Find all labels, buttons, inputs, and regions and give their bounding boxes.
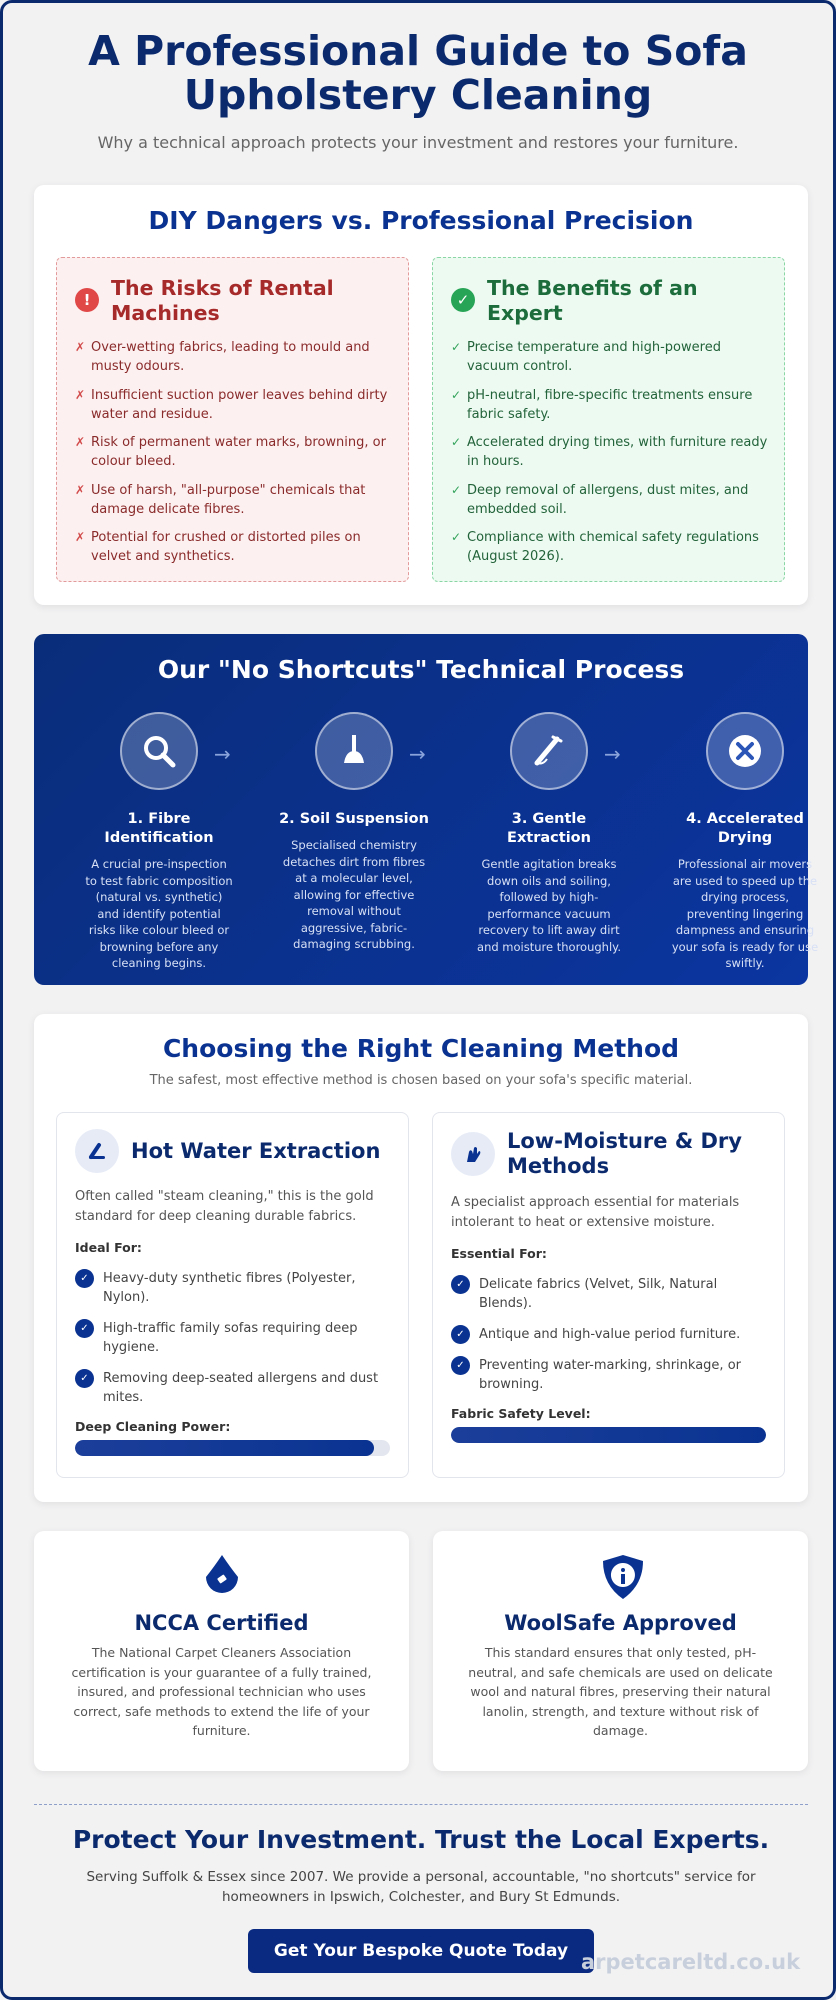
water-drop-icon	[200, 1553, 244, 1597]
benefits-box	[432, 257, 785, 582]
step-text: Professional air movers are used to speed up the drying process, preventing lingering dampness and ensuring your sofa is ready for use swiftly.	[671, 857, 819, 970]
ncca-title: NCCA Certified	[134, 1611, 309, 1635]
list-item: ✓ Antique and high-value period furniture.	[451, 1325, 766, 1344]
low-moisture-desc: A specialist approach essential for materials intolerant to heat or extensive moisture.	[451, 1195, 740, 1230]
ncca-card	[34, 1531, 409, 1771]
step-title: 3. Gentle Extraction	[507, 811, 591, 846]
process-step	[474, 712, 624, 955]
list-item: ✓ Preventing water-marking, shrinkage, or browning.	[451, 1356, 766, 1394]
hand-icon	[451, 1132, 495, 1176]
extraction-wand-icon	[75, 1129, 119, 1173]
check-icon: ✓	[451, 482, 462, 497]
risks-box	[56, 257, 409, 582]
check-icon: ✓	[75, 1369, 94, 1388]
hot-water-desc: Often called "steam cleaning," this is the gold standard for deep cleaning durable fabrics.	[75, 1189, 374, 1224]
cleaning-power-bar	[75, 1440, 390, 1456]
process-section	[34, 634, 819, 985]
risk-item: ✗ Over-wetting fabrics, leading to mould and musty odours.	[75, 340, 370, 374]
list-item: ✓ High-traffic family sofas requiring deep hygiene.	[75, 1319, 390, 1357]
list-item: ✓ Removing deep-seated allergens and dust mites.	[75, 1369, 390, 1407]
woolsafe-card	[433, 1531, 808, 1771]
page-subtitle: Why a technical approach protects your investment and restores your furniture.	[97, 133, 739, 152]
website-watermark: arpetcareltd.co.uk	[581, 1950, 801, 1974]
footer-title: Protect Your Investment. Trust the Local Experts.	[72, 1825, 770, 1854]
step-title: 1. Fibre Identification	[104, 811, 214, 846]
page-title: A Professional Guide to Sofa Upholstery Cleaning	[88, 27, 748, 119]
safety-level-label: Fabric Safety Level:	[451, 1406, 591, 1421]
methods-title: Choosing the Right Cleaning Method	[162, 1034, 680, 1063]
check-circle-icon: ✓	[451, 288, 475, 312]
brush-icon	[315, 712, 393, 790]
risk-item: ✗ Risk of permanent water marks, browning, or colour bleed.	[75, 435, 386, 469]
benefit-item: ✓ Compliance with chemical safety regulations (August 2026).	[451, 530, 759, 564]
arrow-icon: →	[604, 742, 621, 766]
risk-item: ✗ Insufficient suction power leaves behind dirty water and residue.	[75, 387, 388, 422]
process-step	[670, 712, 820, 972]
cross-icon: ✗	[75, 387, 86, 402]
step-title: 4. Accelerated Drying	[686, 811, 804, 846]
benefit-item: ✓ Precise temperature and high-powered vacuum control.	[451, 340, 721, 374]
step-text: A crucial pre-inspection to test fabric composition (natural vs. synthetic) and identify potential risks like colour bleed or browning before any cleaning begins.	[85, 857, 233, 970]
check-icon: ✓	[451, 1356, 470, 1375]
step-text: Gentle agitation breaks down oils and soiling, followed by high-performance vacuum recovery to lift away dirt and moisture thoroughly.	[477, 857, 621, 954]
check-icon: ✓	[451, 340, 462, 354]
list-item: ✓ Delicate fabrics (Velvet, Silk, Natural Blends).	[451, 1275, 766, 1313]
cross-icon: ✗	[75, 530, 86, 544]
footer-text: Serving Suffolk & Essex since 2007. We provide a personal, accountable, "no shortcuts" service for homeowners in Ipswich, Colchester, and Bury St Edmunds.	[86, 1869, 756, 1905]
safety-level-bar	[451, 1427, 766, 1443]
cross-icon: ✗	[75, 482, 86, 497]
get-quote-button[interactable]: Get Your Bespoke Quote Today	[248, 1929, 594, 1973]
benefit-item: ✓ pH-neutral, fibre-specific treatments ensure fabric safety.	[451, 387, 753, 422]
hot-water-card	[56, 1112, 409, 1478]
methods-section	[34, 1014, 808, 1502]
risk-item: ✗ Potential for crushed or distorted piles on velvet and synthetics.	[75, 530, 361, 564]
arrow-icon: →	[409, 742, 426, 766]
check-icon: ✓	[75, 1269, 94, 1288]
diy-section-title: DIY Dangers vs. Professional Precision	[148, 206, 694, 235]
check-icon: ✓	[451, 1275, 470, 1294]
arrow-icon: →	[214, 742, 231, 766]
low-moisture-card	[432, 1112, 785, 1478]
process-step	[279, 712, 429, 953]
low-moisture-heading: Low-Moisture & Dry Methods	[507, 1129, 742, 1178]
ncca-text: The National Carpet Cleaners Association certification is your guarantee of a fully trained, insured, and professional technician who uses correct, safe methods to extend the life of your furniture.	[71, 1645, 372, 1738]
risks-heading: The Risks of Rental Machines	[111, 276, 334, 325]
benefit-item: ✓ Deep removal of allergens, dust mites, and embedded soil.	[451, 482, 749, 517]
warning-icon: !	[75, 288, 99, 312]
woolsafe-title: WoolSafe Approved	[504, 1611, 737, 1635]
list-item: ✓ Heavy-duty synthetic fibres (Polyester, Nylon).	[75, 1269, 390, 1307]
cross-icon: ✗	[75, 435, 86, 449]
methods-subtitle: The safest, most effective method is chosen based on your sofa's specific material.	[149, 1073, 693, 1088]
cleaning-power-label: Deep Cleaning Power:	[75, 1419, 231, 1434]
divider	[34, 1804, 808, 1805]
header	[3, 3, 833, 152]
woolsafe-text: This standard ensures that only tested, pH-neutral, and safe chemicals are used on delicate wool and natural fibres, preserving their natural lanolin, strength, and texture without risk of damage.	[468, 1645, 773, 1738]
ideal-for-label: Ideal For:	[75, 1240, 142, 1255]
essential-for-label: Essential For:	[451, 1246, 547, 1261]
fan-icon	[706, 712, 784, 790]
cross-icon: ✗	[75, 340, 86, 354]
process-title: Our "No Shortcuts" Technical Process	[157, 655, 685, 684]
diy-vs-pro-section	[34, 185, 808, 605]
hot-water-heading: Hot Water Extraction	[131, 1138, 381, 1163]
shield-icon	[599, 1553, 643, 1597]
step-title: 2. Soil Suspension	[279, 811, 429, 827]
magnifier-icon	[120, 712, 198, 790]
check-icon: ✓	[451, 387, 462, 402]
check-icon: ✓	[451, 1325, 470, 1344]
process-step	[84, 712, 234, 972]
check-icon: ✓	[75, 1319, 94, 1338]
benefit-item: ✓ Accelerated drying times, with furniture ready in hours.	[451, 435, 768, 469]
check-icon: ✓	[451, 435, 462, 449]
wand-icon	[510, 712, 588, 790]
benefits-heading: The Benefits of an Expert	[487, 276, 698, 325]
step-text: Specialised chemistry detaches dirt from fibres at a molecular level, allowing for effective removal without aggressive, fabric-damaging scrubbing.	[282, 838, 426, 951]
check-icon: ✓	[451, 530, 462, 544]
risk-item: ✗ Use of harsh, "all-purpose" chemicals that damage delicate fibres.	[75, 482, 366, 517]
